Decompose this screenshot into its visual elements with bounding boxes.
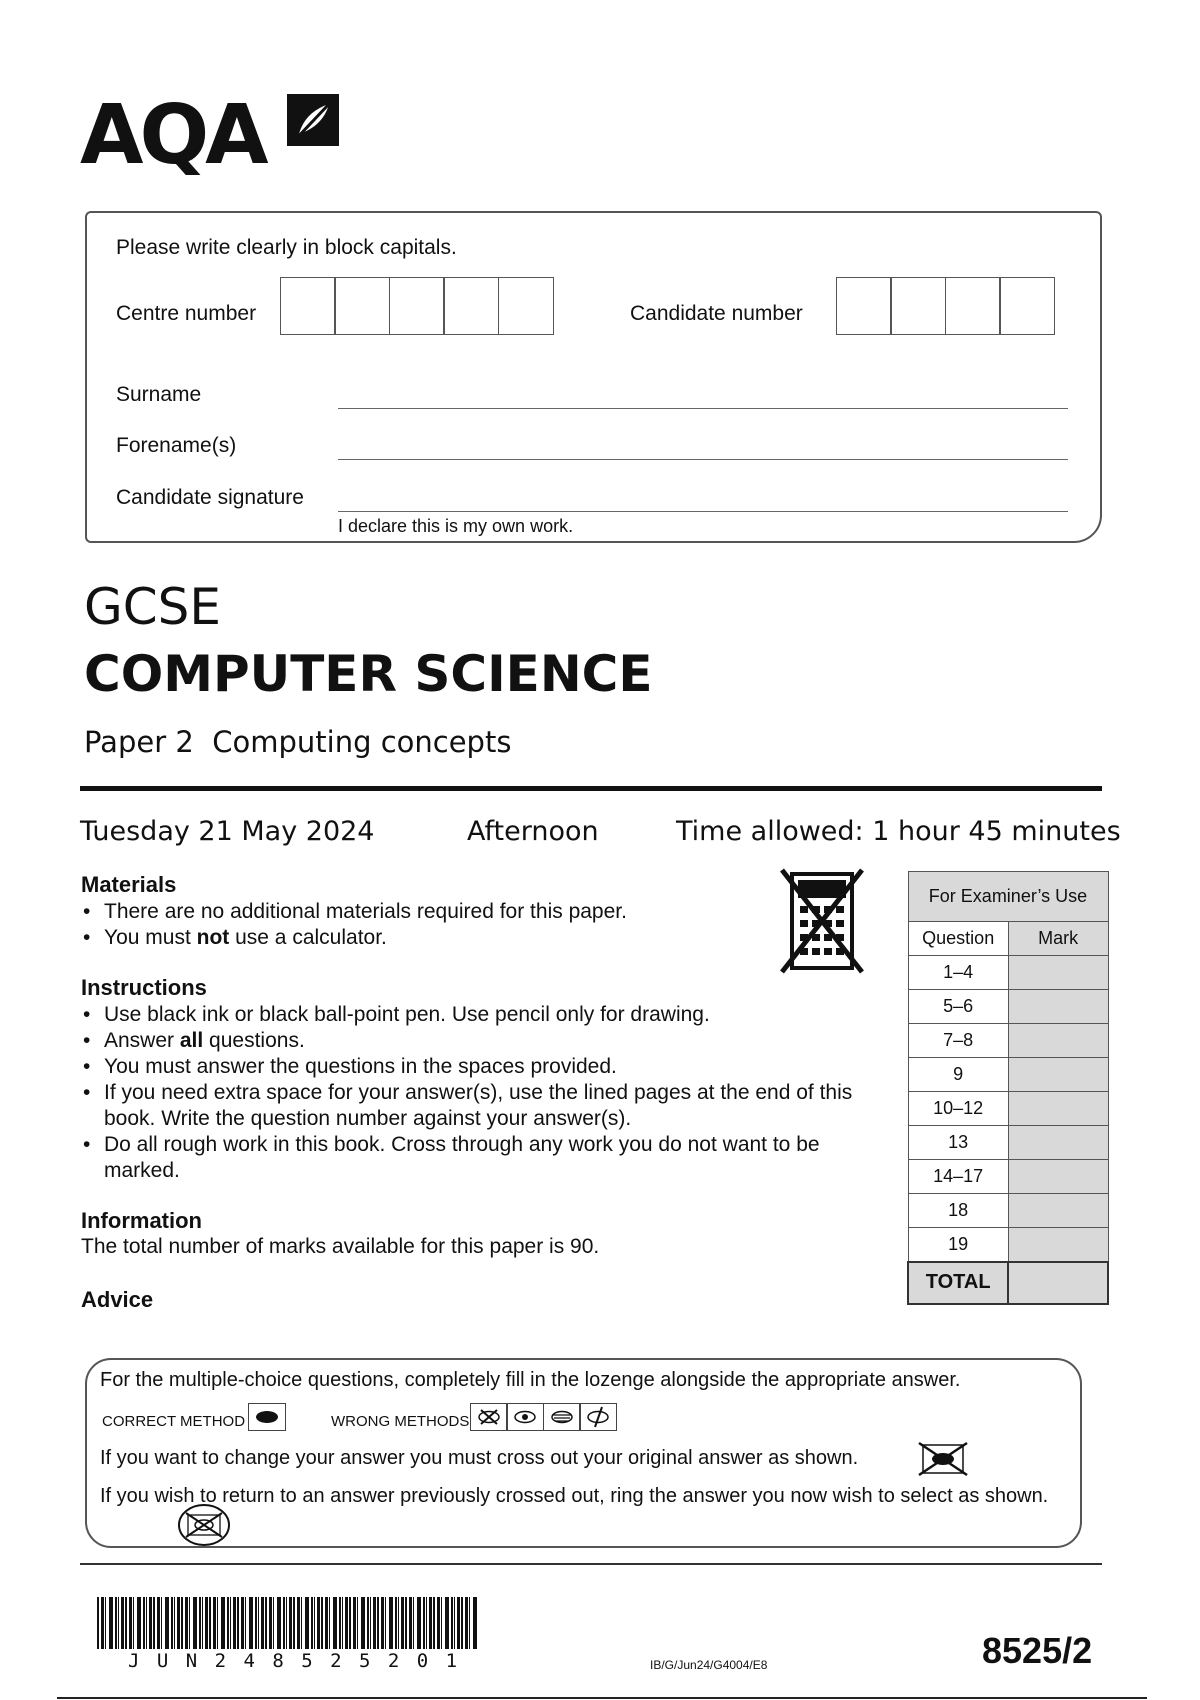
- scribbled-lozenge-icon: [543, 1403, 581, 1431]
- qualification-level: GCSE: [84, 578, 221, 636]
- question-column-header: Question: [908, 922, 1008, 956]
- total-label: TOTAL: [908, 1262, 1008, 1304]
- materials-list: [81, 899, 781, 951]
- mc-return-instruction: If you wish to return to an answer previously crossed out, ring the answer you now wish to select as shown.: [100, 1485, 1049, 1507]
- wrong-methods-label: WRONG METHODS: [331, 1413, 470, 1430]
- paper-code: 8525/2: [982, 1630, 1093, 1671]
- centre-number-boxes[interactable]: [281, 277, 554, 335]
- candidate-digit-box[interactable]: [890, 277, 946, 335]
- logo-text: AQA: [80, 88, 265, 183]
- centre-number-label: Centre number: [116, 302, 257, 325]
- candidate-digit-box[interactable]: [999, 277, 1055, 335]
- list-item: • Answer all questions.: [81, 1028, 881, 1054]
- centre-digit-box[interactable]: [280, 277, 336, 335]
- mark-cell[interactable]: [1008, 1194, 1108, 1228]
- mark-cell[interactable]: [1008, 990, 1108, 1024]
- mc-fill-instruction: For the multiple-choice questions, completely fill in the lozenge alongside the appropriate answer.: [100, 1369, 961, 1391]
- candidate-number-label: Candidate number: [630, 302, 803, 325]
- table-row: 14–17: [908, 1160, 1108, 1194]
- exam-date: Tuesday 21 May 2024: [80, 816, 375, 847]
- mc-change-instruction: If you want to change your answer you must cross out your original answer as shown.: [100, 1447, 859, 1469]
- table-row: 7–8: [908, 1024, 1108, 1058]
- mark-cell[interactable]: [1008, 1228, 1108, 1262]
- surname-label: Surname: [116, 383, 202, 406]
- title-divider: [80, 786, 1102, 791]
- paper-title: Paper 2 Computing concepts: [84, 725, 512, 759]
- information-heading: Information: [81, 1208, 202, 1233]
- mark-cell[interactable]: [1008, 1160, 1108, 1194]
- total-mark-cell[interactable]: [1008, 1262, 1108, 1304]
- aqa-logo: [80, 88, 350, 183]
- table-row: 18: [908, 1194, 1108, 1228]
- candidate-digit-box[interactable]: [836, 277, 892, 335]
- centre-digit-box[interactable]: [389, 277, 445, 335]
- footer-divider: [80, 1563, 1102, 1565]
- block-capitals-instruction: Please write clearly in block capitals.: [116, 236, 457, 259]
- logo-leaf-icon: [283, 90, 343, 150]
- exam-session: Afternoon: [467, 816, 599, 847]
- list-item: • Use black ink or black ball-point pen. Use pencil only for drawing.: [81, 1002, 881, 1028]
- forename-line[interactable]: [338, 459, 1068, 460]
- list-item: • There are no additional materials required for this paper.: [81, 899, 781, 925]
- correct-method-label: CORRECT METHOD: [102, 1413, 246, 1430]
- table-row: 9: [908, 1058, 1108, 1092]
- signature-line[interactable]: [338, 511, 1068, 512]
- advice-heading: Advice: [81, 1287, 154, 1312]
- table-row: 10–12: [908, 1092, 1108, 1126]
- centre-digit-box[interactable]: [443, 277, 499, 335]
- table-row: 19: [908, 1228, 1108, 1262]
- signature-label: Candidate signature: [116, 486, 304, 509]
- materials-heading: Materials: [81, 872, 177, 897]
- filled-lozenge-icon: [248, 1403, 286, 1431]
- surname-line[interactable]: [338, 408, 1068, 409]
- dotted-lozenge-icon: [506, 1403, 544, 1431]
- time-allowed: Time allowed: 1 hour 45 minutes: [676, 816, 1121, 847]
- list-item: • Do all rough work in this book. Cross through any work you do not want to be marked.: [81, 1132, 864, 1184]
- crossed-out-lozenge-icon: [917, 1441, 969, 1477]
- list-item: • You must not use a calculator.: [81, 925, 781, 951]
- candidate-number-boxes[interactable]: [837, 277, 1055, 335]
- barcode: [97, 1597, 481, 1649]
- centre-digit-box[interactable]: [498, 277, 554, 335]
- ticked-lozenge-icon: [470, 1403, 508, 1431]
- instructions-list: [81, 1002, 881, 1184]
- mark-cell[interactable]: [1008, 1126, 1108, 1160]
- information-text: The total number of marks available for this paper is 90.: [81, 1235, 600, 1258]
- mark-cell[interactable]: [1008, 1092, 1108, 1126]
- instructions-heading: Instructions: [81, 975, 207, 1000]
- declaration-text: I declare this is my own work.: [338, 516, 574, 536]
- mark-cell[interactable]: [1008, 1058, 1108, 1092]
- list-item: • You must answer the questions in the spaces provided.: [81, 1054, 881, 1080]
- forename-label: Forename(s): [116, 434, 237, 457]
- wrong-methods-examples: [471, 1403, 617, 1431]
- table-row: 5–6: [908, 990, 1108, 1024]
- examiners-use-table: [907, 871, 1109, 1305]
- centre-digit-box[interactable]: [334, 277, 390, 335]
- mark-cell[interactable]: [1008, 956, 1108, 990]
- list-item: • If you need extra space for your answer(s), use the lined pages at the end of this book. Write the question number against your answer(s).: [81, 1080, 884, 1132]
- page-bottom-rule: [57, 1697, 1147, 1699]
- table-row: 13: [908, 1126, 1108, 1160]
- reference-code: IB/G/Jun24/G4004/E8: [650, 1658, 768, 1672]
- examiner-table-title: For Examiner’s Use: [908, 872, 1108, 922]
- barcode-stripes: [97, 1597, 481, 1649]
- candidate-digit-box[interactable]: [945, 277, 1001, 335]
- ringed-lozenge-icon: [176, 1502, 232, 1548]
- slashed-lozenge-icon: [579, 1403, 617, 1431]
- correct-method-example: [249, 1403, 286, 1431]
- subject-title: COMPUTER SCIENCE: [84, 645, 653, 703]
- mark-column-header: Mark: [1008, 922, 1108, 956]
- mark-cell[interactable]: [1008, 1024, 1108, 1058]
- table-row: 1–4: [908, 956, 1108, 990]
- no-calculator-icon: [780, 866, 864, 976]
- barcode-number: J U N 2 4 8 5 2 5 2 0 1: [128, 1650, 461, 1672]
